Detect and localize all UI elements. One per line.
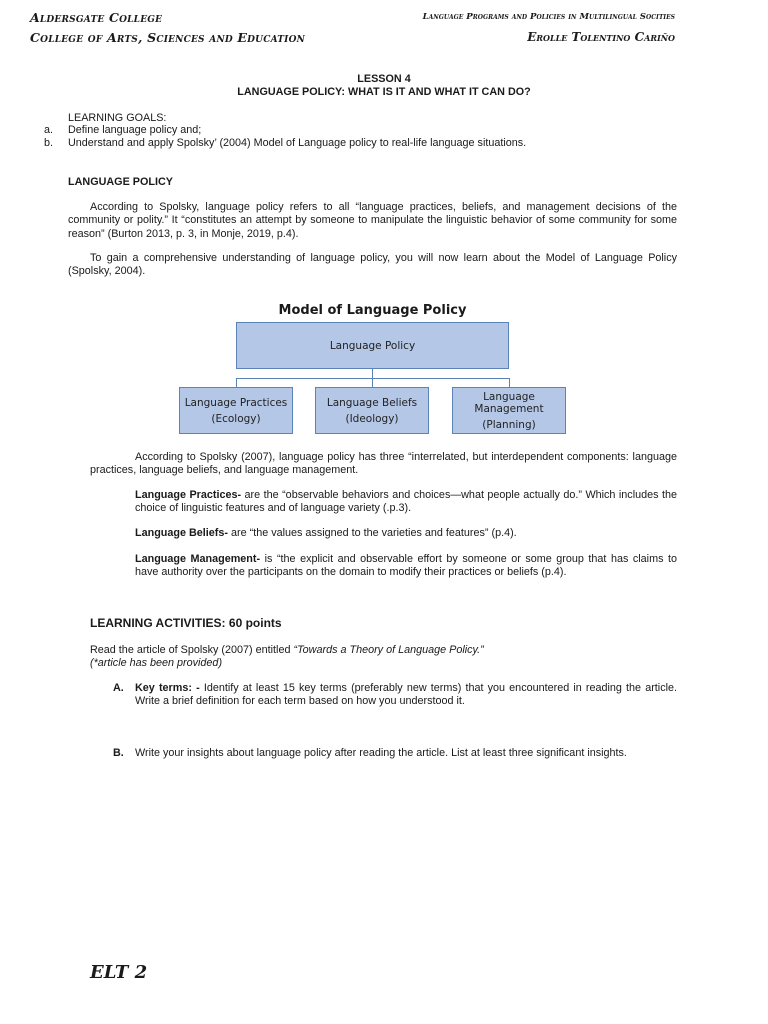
activity-a (135, 682, 677, 709)
management-label: Language Management- (135, 553, 261, 565)
goal-marker-b: b. (44, 137, 54, 149)
activity-b-text: Write your insights about language policy after reading the article. List at least three significant insights. (135, 747, 627, 759)
college-name: College of Arts, Sciences and Education (30, 30, 306, 45)
school-name: Aldersgate College (30, 10, 163, 25)
activities-heading: LEARNING ACTIVITIES: 60 points (90, 616, 282, 630)
author-name: Erolle Tolentino Cariño (527, 30, 675, 44)
activity-a-text: Identify at least 15 key terms (preferably new terms) that you encountered in reading the article. Write a brief definition for each term based on how you understood it. (135, 682, 677, 708)
practices-text: are the “observable behaviors and choices—what people actually do.” Which includes the choice of linguistic features and of language variety (.p.3). (135, 489, 677, 515)
management-text: is “the explicit and observable effort by someone or some group that has claims to have authority over the participants on the domain to modify their practices or beliefs (p.4). (135, 553, 677, 579)
management-definition (135, 553, 677, 580)
diagram-root-label: Language Policy (329, 339, 416, 352)
diagram-box-management (452, 387, 566, 434)
practices-label: Language Practices- (135, 489, 242, 501)
practices-definition (135, 489, 677, 516)
definition-paragraph: According to Spolsky, language policy refers to all “language practices, beliefs, and management decisions of the community or polity.” It “constitutes an attempt by someone to manipulate the linguistic behavior of some community for some reason” (Burton 2013, p. 3, in Monje, 2019, p.4). (68, 201, 677, 240)
activity-a-marker: A. (113, 682, 124, 694)
activity-b-marker: B. (113, 747, 124, 759)
beliefs-box-sub: (Ideology) (345, 412, 399, 425)
learning-goals-heading: LEARNING GOALS: (68, 112, 167, 124)
course-title: Language Programs and Policies in Multilingual Socities (422, 12, 675, 22)
article-title: “Towards a Theory of Language Policy.” (293, 644, 484, 656)
goal-marker-a: a. (44, 124, 54, 136)
footer-course-code: ELT 2 (90, 962, 148, 983)
lesson-title: LANGUAGE POLICY: WHAT IS IT AND WHAT IT CAN DO? (237, 86, 531, 98)
goal-item-b: Understand and apply Spolsky’ (2004) Model of Language policy to real-life language situations. (68, 137, 527, 149)
management-box-sub: (Planning) (482, 418, 536, 431)
diagram-box-practices (179, 387, 293, 434)
practices-box-label: Language Practices (184, 396, 288, 409)
read-prefix: Read the article of Spolsky (2007) entitled (90, 644, 294, 656)
beliefs-box-label: Language Beliefs (326, 396, 418, 409)
goal-item-a: Define language policy and; (68, 124, 202, 136)
diagram-root-box (236, 322, 509, 369)
key-terms-label: Key terms: - (135, 682, 200, 694)
diagram-box-beliefs (315, 387, 429, 434)
section-heading: LANGUAGE POLICY (68, 176, 173, 188)
beliefs-text: are “the values assigned to the varieties and features” (p.4). (228, 527, 517, 539)
components-intro: According to Spolsky (2007), language policy has three “interrelated, but interdependent components: language practices, language beliefs, and language management. (90, 451, 677, 477)
article-note: (*article has been provided) (90, 657, 223, 669)
beliefs-definition (135, 527, 677, 540)
lesson-number: LESSON 4 (357, 73, 411, 85)
read-instruction (90, 644, 484, 657)
beliefs-label: Language Beliefs- (135, 527, 228, 539)
diagram-title: Model of Language Policy (278, 303, 467, 318)
model-intro-paragraph: To gain a comprehensive understanding of language policy, you will now learn about the Model of Language Policy (Spolsky, 2004). (68, 252, 677, 278)
practices-box-sub: (Ecology) (211, 412, 261, 425)
management-box-label: Language Management (474, 390, 544, 415)
